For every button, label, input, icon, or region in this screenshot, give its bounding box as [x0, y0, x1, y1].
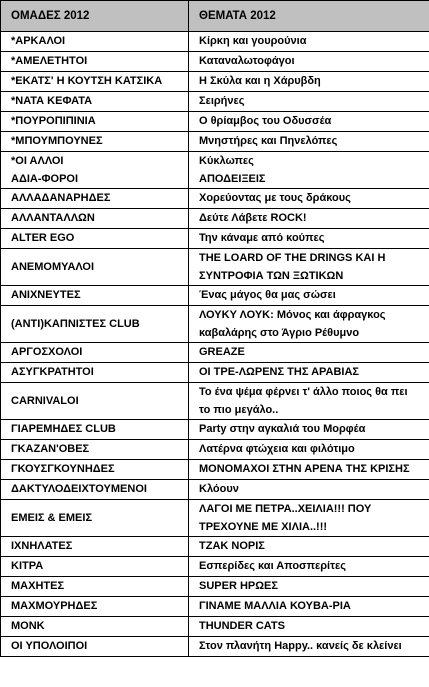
theme-cell: [189, 557, 429, 577]
table-row: [1, 420, 429, 440]
table-row: [1, 112, 429, 132]
table-row: [1, 52, 429, 72]
theme-cell-line: SUPER ΗΡΩΕΣ: [199, 580, 278, 592]
group-cell-line: ΑΣΥΓΚΡΑΤΗΤΟΙ: [11, 366, 94, 378]
group-cell: [1, 249, 189, 286]
header-row: [1, 1, 429, 32]
group-cell: [1, 577, 189, 597]
group-cell: [1, 132, 189, 152]
group-cell-line: *ΑΜΕΛΕΤΗΤΟΙ: [11, 55, 88, 67]
group-cell: [1, 52, 189, 72]
theme-cell: [189, 480, 429, 500]
theme-cell-line: Καταναλωτοφάγοι: [199, 55, 295, 67]
theme-cell: [189, 617, 429, 637]
table-row: [1, 229, 429, 249]
group-cell-line: ALTER EGO: [11, 232, 75, 244]
group-cell: [1, 286, 189, 306]
theme-cell-line: Κύκλωπες: [199, 155, 254, 167]
theme-cell-line: ΤΡΕΧΟΥΝΕ ΜΕ ΧΙΛΙΑ..!!!: [199, 521, 328, 533]
theme-cell: [189, 229, 429, 249]
group-cell: [1, 460, 189, 480]
theme-cell: [189, 32, 429, 52]
group-cell: [1, 306, 189, 343]
theme-cell-line: Λατέρνα φτώχεια και φιλότιμο: [199, 443, 355, 455]
table-row: [1, 72, 429, 92]
group-cell: [1, 363, 189, 383]
table-row: [1, 189, 429, 209]
group-cell-line: (ΑΝΤΙ)ΚΑΠΝΙΣΤΕΣ CLUB: [11, 318, 140, 330]
theme-cell-line: καβαλάρης στο Άγριο Ρέθυμνο: [199, 327, 360, 339]
theme-cell-line: το πιο μεγάλο..: [199, 404, 279, 416]
theme-cell: [189, 306, 429, 343]
theme-cell-line: Το ένα ψέμα φέρνει τ' άλλο ποιος θα πει: [199, 386, 408, 398]
theme-cell-line: Μνηστήρες και Πηνελόπες: [199, 135, 338, 147]
theme-cell-line: Κλόουν: [199, 483, 239, 495]
group-cell-line: MONK: [11, 620, 45, 632]
table-row: [1, 480, 429, 500]
theme-cell-line: ΤΖΑΚ ΝΟΡΙΣ: [199, 540, 265, 552]
theme-cell: [189, 286, 429, 306]
theme-cell: [189, 72, 429, 92]
theme-cell: [189, 112, 429, 132]
table-body: [1, 32, 429, 657]
group-cell-line: *ΑΡΚΑΛΟΙ: [11, 35, 66, 47]
group-cell: [1, 92, 189, 112]
theme-cell-line: Εσπερίδες και Αποσπερίτες: [199, 560, 346, 572]
theme-cell-line: ΛΟΥΚΥ ΛΟΥΚ: Μόνος και άφραγκος: [199, 309, 386, 321]
group-cell-line: ΑΛΛΑΔΑΝΑΡΗΔΕΣ: [11, 192, 111, 204]
theme-cell-line: Στον πλανήτη Happy.. κανείς δε κλείνει: [199, 640, 402, 652]
theme-cell-line: Ένας μάγος θα μας σώσει: [199, 289, 336, 301]
theme-cell: [189, 637, 429, 657]
theme-cell-line: Σειρήνες: [199, 95, 245, 107]
group-cell: [1, 32, 189, 52]
theme-cell-line: Η Σκύλα και η Χάρυβδη: [199, 75, 321, 87]
group-cell: [1, 537, 189, 557]
table-row: [1, 557, 429, 577]
theme-cell-line: ΜΟΝΟΜΑΧΟΙ ΣΤΗΝ ΑΡΕΝΑ ΤΗΣ ΚΡΙΣΗΣ: [199, 463, 410, 475]
group-cell-line: ΔΑΚΤΥΛΟΔΕΙΧΤΟΥΜΕΝΟΙ: [11, 483, 147, 495]
table-row: [1, 249, 429, 286]
group-cell-line: ΙΧΝΗΛΑΤΕΣ: [11, 540, 73, 552]
table-row: [1, 577, 429, 597]
group-cell: [1, 72, 189, 92]
group-cell: [1, 637, 189, 657]
group-cell: [1, 597, 189, 617]
group-cell-line: CARNIVALOI: [11, 395, 79, 407]
theme-cell-line: Την κάναμε από κούπες: [199, 232, 325, 244]
theme-cell: [189, 597, 429, 617]
theme-cell-line: ΛΑΓΟΙ ΜΕ ΠΕΤΡΑ..ΧΕΙΛΙΑ!!! ΠΟΥ: [199, 503, 372, 515]
table-row: [1, 152, 429, 189]
table-row: [1, 209, 429, 229]
theme-cell-line: ΑΠΟΔΕΙΞΕΙΣ: [199, 173, 266, 185]
group-cell-line: ΚΙΤΡΑ: [11, 560, 44, 572]
theme-cell: [189, 132, 429, 152]
group-cell: [1, 343, 189, 363]
group-cell-line: ΓΙΑΡΕΜΗΔΕΣ CLUB: [11, 423, 116, 435]
theme-cell: [189, 420, 429, 440]
theme-cell-line: Χορεύοντας με τους δράκους: [199, 192, 351, 204]
group-cell: [1, 112, 189, 132]
theme-cell: [189, 52, 429, 72]
table-row: [1, 460, 429, 480]
group-cell-line: ΑΝΕΜΟΜΥΑΛΟΙ: [11, 261, 95, 273]
theme-cell-line: Δεύτε Λάβετε ROCK!: [199, 212, 307, 224]
table-row: [1, 343, 429, 363]
table-row: [1, 500, 429, 537]
group-cell-line: ΓΚΟΥΣΓΚΟΥΝΗΔΕΣ: [11, 463, 115, 475]
group-cell-line: *ΟΙ ΑΛΛΟΙ: [11, 155, 64, 167]
theme-cell-line: Ο θρίαμβος του Οδυσσέα: [199, 115, 332, 127]
theme-cell-line: THUNDER CATS: [199, 620, 285, 632]
header-themes: ΘΕΜΑΤΑ 2012: [189, 1, 429, 32]
table-row: [1, 597, 429, 617]
group-cell: [1, 480, 189, 500]
group-cell: [1, 209, 189, 229]
group-cell-line: ΑΔΙΑ-ΦΟΡΟΙ: [11, 173, 79, 185]
theme-cell: [189, 460, 429, 480]
theme-cell: [189, 343, 429, 363]
group-cell: [1, 229, 189, 249]
theme-cell: [189, 537, 429, 557]
group-cell: [1, 440, 189, 460]
table-row: [1, 363, 429, 383]
group-cell-line: ΜΑΧΜΟΥΡΗΔΕΣ: [11, 600, 98, 612]
group-cell-line: ΓΚΑΖΑΝ'ΟΒΕΣ: [11, 443, 90, 455]
theme-cell-line: ΟΙ ΤΡΕ-ΛΩΡΕΝΣ ΤΗΣ ΑΡΑΒΙΑΣ: [199, 366, 360, 378]
group-cell: [1, 420, 189, 440]
group-cell: [1, 557, 189, 577]
theme-cell: [189, 189, 429, 209]
group-cell-line: ΑΛΛΑΝΤΑΛΛΩΝ: [11, 212, 95, 224]
group-cell: [1, 617, 189, 637]
group-cell-line: *ΝΑΤΑ ΚΕΦΑΤΑ: [11, 95, 93, 107]
group-cell-line: *ΜΠΟΥΜΠΟΥΝΕΣ: [11, 135, 103, 147]
group-cell: [1, 383, 189, 420]
table-row: [1, 306, 429, 343]
theme-cell-line: ΓΙΝΑΜΕ ΜΑΛΛΙΑ ΚΟΥΒΑ-ΡΙΑ: [199, 600, 351, 612]
table-row: [1, 383, 429, 420]
theme-cell: [189, 363, 429, 383]
group-cell-line: *ΠΟΥΡΟΠΙΠΙΝΙΑ: [11, 115, 96, 127]
group-cell: [1, 500, 189, 537]
table-row: [1, 637, 429, 657]
table-row: [1, 286, 429, 306]
theme-cell: [189, 249, 429, 286]
table-row: [1, 32, 429, 52]
header-groups: ΟΜΑΔΕΣ 2012: [1, 1, 189, 32]
theme-cell: [189, 152, 429, 189]
table-row: [1, 132, 429, 152]
theme-cell-line: ΣΥΝΤΡΟΦΙΑ ΤΩΝ ΞΩΤΙΚΩΝ: [199, 270, 344, 282]
group-cell: [1, 152, 189, 189]
theme-cell: [189, 92, 429, 112]
theme-cell-line: THE LOARD OF THE DRINGS ΚΑΙ Η: [199, 252, 386, 264]
group-cell-line: ΑΡΓΟΣΧΟΛΟΙ: [11, 346, 83, 358]
table-row: [1, 537, 429, 557]
group-cell: [1, 189, 189, 209]
theme-cell: [189, 500, 429, 537]
theme-cell-line: GREAZE: [199, 346, 245, 358]
theme-cell: [189, 577, 429, 597]
theme-cell-line: Κίρκη και γουρούνια: [199, 35, 307, 47]
theme-cell: [189, 209, 429, 229]
group-cell-line: ΟΙ ΥΠΟΛΟΙΠΟΙ: [11, 640, 88, 652]
group-cell-line: ΕΜΕΙΣ & ΕΜΕΙΣ: [11, 512, 93, 524]
theme-cell: [189, 383, 429, 420]
group-cell-line: ΑΝΙΧΝΕΥΤΕΣ: [11, 289, 81, 301]
group-cell-line: ΜΑΧΗΤΕΣ: [11, 580, 65, 592]
table-row: [1, 92, 429, 112]
theme-cell: [189, 440, 429, 460]
theme-cell-line: Party στην αγκαλιά του Μορφέα: [199, 423, 366, 435]
table-row: [1, 617, 429, 637]
group-cell-line: *ΕΚΑΤΣ' Η ΚΟΥΤΣΗ ΚΑΤΣΙΚΑ: [11, 75, 163, 87]
table-row: [1, 440, 429, 460]
